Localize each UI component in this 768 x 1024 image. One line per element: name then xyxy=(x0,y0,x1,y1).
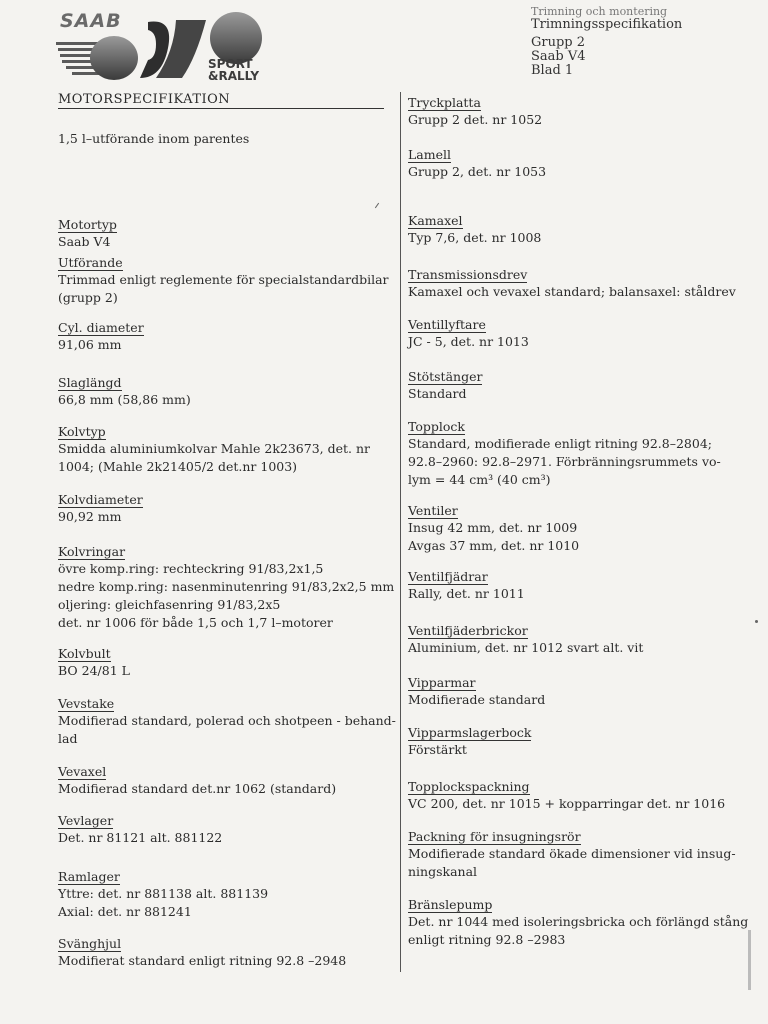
spec-label: Transmissionsdrev xyxy=(408,267,528,282)
spec-label: Ventillyftare xyxy=(408,317,486,332)
spec-value-line: Rally, det. nr 1011 xyxy=(408,586,525,601)
spec-value-line: VC 200, det. nr 1015 + kopparringar det. nr 1016 xyxy=(408,796,726,811)
spec-label: Kolvtyp xyxy=(58,424,106,439)
spec-value xyxy=(408,585,753,603)
column-divider xyxy=(400,92,401,972)
spec-label: Ventiler xyxy=(408,503,458,518)
spec-label: Topplock xyxy=(408,419,465,434)
spec-cyl-diameter xyxy=(58,317,388,354)
spec-label: Vipparmar xyxy=(408,675,476,690)
spec-value-line: BO 24/81 L xyxy=(58,663,130,678)
section-note: 1,5 l–utförande inom parentes xyxy=(58,131,250,146)
spec-transmissionsdrev xyxy=(408,264,753,301)
spec-value-line: Det. nr 1044 med isoleringsbricka och förlängd stång xyxy=(408,914,749,929)
scan-mark xyxy=(375,203,379,208)
spec-value-line: ningskanal xyxy=(408,864,478,879)
spec-value-line: Kamaxel och vevaxel standard; balansaxel: ståldrev xyxy=(408,284,736,299)
spec-ventiler xyxy=(408,500,753,555)
spec-value-line: 66,8 mm (58,86 mm) xyxy=(58,392,191,407)
spec-label: Ventilfjädrar xyxy=(408,569,488,584)
section-title: MOTORSPECIFIKATION xyxy=(58,92,384,109)
spec-value xyxy=(408,913,753,949)
spec-value xyxy=(408,163,753,181)
spec-value xyxy=(408,385,753,403)
spec-branslepump xyxy=(408,894,753,949)
spec-value xyxy=(408,691,753,709)
spec-value-line: det. nr 1006 för både 1,5 och 1,7 l–motorer xyxy=(58,615,333,630)
spec-value-line: Smidda aluminiumkolvar Mahle 2k23673, det. nr xyxy=(58,441,371,456)
spec-value-line: Modifierad standard, polerad och shotpeen - behand- xyxy=(58,713,396,728)
spec-lamell xyxy=(408,144,753,181)
spec-label: Lamell xyxy=(408,147,451,162)
spec-stotstanger xyxy=(408,366,753,403)
spec-value-line: 91,06 mm xyxy=(58,337,122,352)
spec-value-line: Modifierad standard det.nr 1062 (standard) xyxy=(58,781,337,796)
spec-vipparmslagerbock xyxy=(408,722,753,759)
spec-value-line: enligt ritning 92.8 –2983 xyxy=(408,932,566,947)
header-cut-line: Trimning och montering xyxy=(531,6,668,18)
spec-value xyxy=(408,111,753,129)
spec-ventillyftare xyxy=(408,314,753,351)
spec-value-line: Det. nr 81121 alt. 881122 xyxy=(58,830,223,845)
spec-value xyxy=(408,639,753,657)
document-header xyxy=(531,6,731,78)
spec-label: Bränslepump xyxy=(408,897,493,912)
spec-value xyxy=(408,435,753,489)
spec-value xyxy=(58,391,388,409)
spec-value-line: Trimmad enligt reglemente för specialstandardbilar xyxy=(58,272,389,287)
spec-value-line: Modifierat standard enligt ritning 92.8 –2948 xyxy=(58,953,347,968)
spec-value-line: Typ 7,6, det. nr 1008 xyxy=(408,230,542,245)
spec-label: Kolvdiameter xyxy=(58,492,143,507)
spec-packning-for-insugningsror xyxy=(408,826,753,881)
spec-value xyxy=(58,712,396,748)
spec-topplock xyxy=(408,416,753,489)
spec-value xyxy=(58,780,388,798)
spec-value xyxy=(408,519,753,555)
spec-label: Motortyp xyxy=(58,217,117,232)
spec-slaglangd xyxy=(58,372,388,409)
spec-label: Cyl. diameter xyxy=(58,320,144,335)
spec-label: Packning för insugningsrör xyxy=(408,829,581,844)
saab-sport-rally-logo xyxy=(56,8,276,86)
spec-label: Vevaxel xyxy=(58,764,107,779)
spec-value-line: Avgas 37 mm, det. nr 1010 xyxy=(408,538,580,553)
spec-value xyxy=(58,560,395,632)
spec-value xyxy=(58,952,388,970)
spec-value-line: Yttre: det. nr 881138 alt. 881139 xyxy=(58,886,269,901)
spec-value xyxy=(58,233,388,251)
spec-value-line: (grupp 2) xyxy=(58,290,118,305)
spec-value-line: 1004; (Mahle 2k21405/2 det.nr 1003) xyxy=(58,459,298,474)
spec-value-line: lym = 44 cm³ (40 cm³) xyxy=(408,472,551,487)
spec-value-line: Grupp 2, det. nr 1053 xyxy=(408,164,547,179)
spec-ventilfjadrar xyxy=(408,566,753,603)
spec-value-line: oljering: gleichfasenring 91/83,2x5 xyxy=(58,597,281,612)
spec-kolvbult xyxy=(58,643,388,680)
spec-value xyxy=(58,508,388,526)
logo-sport-rally-text xyxy=(208,58,259,82)
spec-value xyxy=(408,741,753,759)
spec-topplockspackning xyxy=(408,776,753,813)
spec-value-line: Axial: det. nr 881241 xyxy=(58,904,192,919)
spec-value xyxy=(408,845,753,881)
header-doc-type: Trimningsspecifikation xyxy=(531,17,683,32)
spec-label: Ventilfjäderbrickor xyxy=(408,623,528,638)
spec-value xyxy=(408,229,753,247)
spec-vevlager xyxy=(58,810,388,847)
spec-value-line: Saab V4 xyxy=(58,234,111,249)
spec-label: Vevlager xyxy=(58,813,114,828)
spec-vevaxel xyxy=(58,761,388,798)
spec-label: Svänghjul xyxy=(58,936,122,951)
spec-label: Ramlager xyxy=(58,869,120,884)
spec-value-line: övre komp.ring: rechteckring 91/83,2x1,5 xyxy=(58,561,324,576)
spec-value xyxy=(58,271,388,307)
spec-value-line: nedre komp.ring: nasenminutenring 91/83,2x2,5 mm xyxy=(58,579,395,594)
spec-value xyxy=(58,662,388,680)
logo-sport-text: SPORT xyxy=(208,57,253,71)
spec-value-line: Aluminium, det. nr 1012 svart alt. vit xyxy=(408,640,644,655)
spec-utforande xyxy=(58,252,388,307)
spec-value-line: 92.8–2960: 92.8–2971. Förbränningsrummets vo- xyxy=(408,454,721,469)
left-column xyxy=(58,92,396,968)
spec-value-line: JC - 5, det. nr 1013 xyxy=(408,334,529,349)
spec-kolvdiameter xyxy=(58,489,388,526)
spec-value xyxy=(58,336,388,354)
spec-label: Slaglängd xyxy=(58,375,122,390)
spec-vipparmar xyxy=(408,672,753,709)
spec-kolvringar xyxy=(58,541,395,632)
spec-kamaxel xyxy=(408,210,753,247)
spec-value xyxy=(58,885,388,921)
spec-label: Vevstake xyxy=(58,696,115,711)
spec-value-line: Förstärkt xyxy=(408,742,467,757)
spec-value-line: Modifierade standard xyxy=(408,692,546,707)
header-sheet: Blad 1 xyxy=(531,63,574,78)
spec-label: Kamaxel xyxy=(408,213,463,228)
spec-value-line: lad xyxy=(58,731,78,746)
spec-motortyp xyxy=(58,214,388,251)
spec-label: Utförande xyxy=(58,255,123,270)
spec-ramlager xyxy=(58,866,388,921)
spec-ventilfjaderbrickor xyxy=(408,620,753,657)
logo-brand-text: SAAB xyxy=(60,10,122,32)
scan-mark xyxy=(748,930,751,990)
spec-value-line: Standard xyxy=(408,386,467,401)
spec-value xyxy=(408,795,753,813)
spec-kolvtyp xyxy=(58,421,388,476)
spec-value-line: Grupp 2 det. nr 1052 xyxy=(408,112,543,127)
header-group: Grupp 2 xyxy=(531,35,586,50)
spec-tryckplatta xyxy=(408,92,753,129)
spec-value-line: Standard, modifierade enligt ritning 92.8–2804; xyxy=(408,436,712,451)
spec-label: Kolvringar xyxy=(58,544,126,559)
header-model: Saab V4 xyxy=(531,49,586,64)
spec-label: Vipparmslagerbock xyxy=(408,725,532,740)
spec-label: Topplockspackning xyxy=(408,779,530,794)
spec-value xyxy=(408,333,753,351)
logo-rally-text: &RALLY xyxy=(208,69,260,83)
spec-value-line: Modifierade standard ökade dimensioner vid insug- xyxy=(408,846,736,861)
spec-value xyxy=(408,283,753,301)
spec-vevstake xyxy=(58,693,396,748)
spec-label: Kolvbult xyxy=(58,646,111,661)
spec-value-line: Insug 42 mm, det. nr 1009 xyxy=(408,520,578,535)
spec-value xyxy=(58,440,388,476)
scan-mark xyxy=(755,620,758,623)
spec-svanghjul xyxy=(58,933,388,970)
spec-label: Stötstänger xyxy=(408,369,483,384)
spec-value-line: 90,92 mm xyxy=(58,509,122,524)
spec-value xyxy=(58,829,388,847)
spec-label: Tryckplatta xyxy=(408,95,481,110)
